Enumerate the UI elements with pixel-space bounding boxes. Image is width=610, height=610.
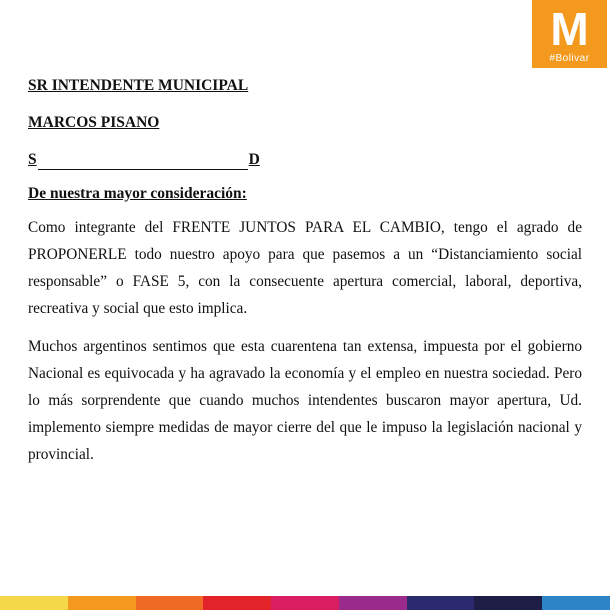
s-d-line	[28, 150, 260, 170]
color-stripe-segment	[474, 596, 542, 610]
salutation: De nuestra mayor consideración:	[28, 185, 247, 202]
addressee-title: SR INTENDENTE MUNICIPAL	[28, 77, 249, 94]
s-letter: S	[28, 151, 37, 168]
site-logo	[532, 0, 607, 68]
blank-line	[38, 154, 248, 170]
color-stripe-segment	[407, 596, 475, 610]
paragraph-1: Como integrante del FRENTE JUNTOS PARA EL CAMBIO, tengo el agrado de PROPONERLE todo nuestro apoyo para que pasemos a un “Distanciamiento social responsable” o FASE 5, con la consecuente apertura comercial, laboral, deportiva, recreativa y social que esto implica.	[28, 219, 582, 317]
logo-tag: #Bolivar	[549, 53, 590, 64]
d-letter: D	[248, 151, 260, 168]
color-stripe-segment	[203, 596, 271, 610]
color-stripe-segment	[271, 596, 339, 610]
addressee-name: MARCOS PISANO	[28, 114, 160, 131]
color-stripe-segment	[0, 596, 68, 610]
logo-letter: M	[550, 3, 589, 55]
color-stripe	[0, 596, 610, 610]
color-stripe-segment	[136, 596, 204, 610]
color-stripe-segment	[68, 596, 136, 610]
color-stripe-segment	[542, 596, 610, 610]
color-stripe-segment	[339, 596, 407, 610]
paragraph-2: Muchos argentinos sentimos que esta cuarentena tan extensa, impuesta por el gobierno Nacional es equivocada y ha agravado la economía y el empleo en nuestra sociedad. Pero lo más sorprendente que cuando muchos intendentes buscaron mayor apertura, Ud. implemento siempre medidas de mayor cierre del que le impuso la legislación nacional y provincial.	[28, 338, 582, 463]
